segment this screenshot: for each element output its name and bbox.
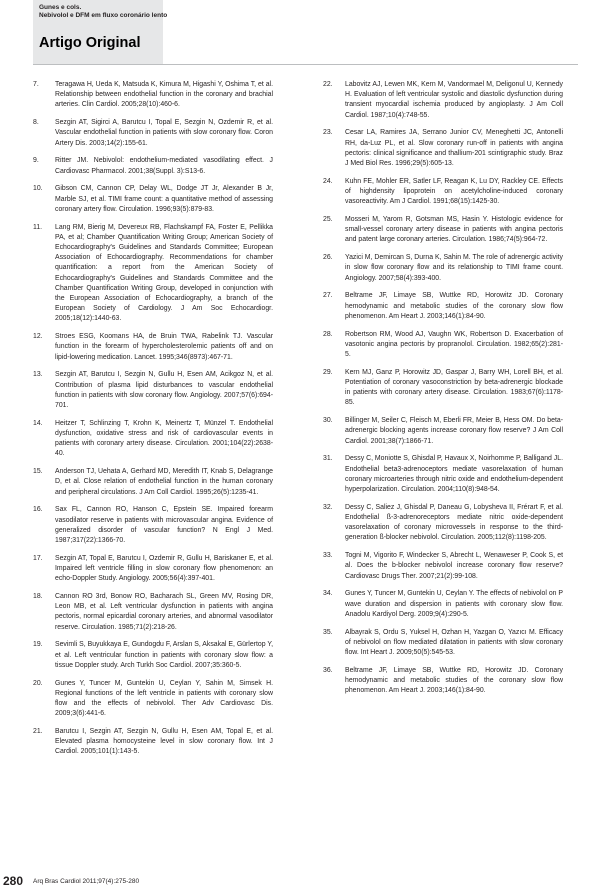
reference-text: Sezgin AT, Topal E, Barutcu I, Ozdemir R, Gullu H, Bariskaner E, et al. Impaired left ventricle filling in slow coronary flow phenomenon: an echo-Doppler Study. Angiology. 2005;56(4):397-401. [55, 554, 273, 583]
reference-item [33, 419, 273, 460]
reference-item [323, 128, 563, 169]
reference-item [33, 118, 273, 149]
reference-number: 16. [33, 506, 43, 514]
reference-number: 12. [33, 333, 43, 341]
reference-number: 10. [33, 185, 43, 193]
reference-text: Mosseri M, Yarom R, Gotsman MS, Hasin Y. Histologic evidence for small-vessel coronary artery disease in patients with angina pectoris and patent large coronary arteries. Circulation. 1986;74(5):964-72. [345, 216, 563, 244]
reference-number: 14. [33, 419, 43, 427]
reference-item [323, 666, 563, 697]
running-head-authors: Gunes e cols. [39, 4, 82, 11]
reference-text: Teragawa H, Ueda K, Matsuda K, Kimura M, Higashi Y, Oshima T, et al. Relationship between endothelial function in the coronary and brachial arteries. Clin Cardiol. 2005;28(10):460-6. [55, 81, 273, 109]
reference-text: Lang RM, Bierig M, Devereux RB, Flachskampf FA, Foster E, Pellikka PA, et al; Chamber Quantification Writing Group; American Society of Echocardiography's Guidelines and Standards Committee; European Association of Echocardiography. Recommendations for chamber quantification: a report from the American Society of Echocardiography's Guidelines and Standards Committee and the Chamber Quantification Writing Group, developed in conjunction with the European Association of Echocardiography, a branch of the European Society of Cardiology. J Am Soc Echocardiogr. 2005;18(12):1440-63. [55, 223, 273, 323]
reference-item [33, 727, 273, 758]
reference-number: 25. [323, 216, 333, 224]
reference-text: Kuhn FE, Mohler ER, Satler LF, Reagan K, Lu DY, Rackley CE. Effects of highdensity lipoprotein on acetylcholine-induced coronary vasoreactivity. Am J Cardiol. 1991;68(15):1425-30. [345, 177, 563, 206]
reference-text: Yazici M, Demircan S, Durna K, Sahin M. The role of adrenergic activity in slow flow coronary flow and its relationship to TIMI frame count. Angiology. 2007;58(4):393-400. [345, 254, 563, 282]
reference-number: 23. [323, 129, 333, 137]
references-right-column [323, 80, 563, 704]
reference-text: Heitzer T, Schlinzing T, Krohn K, Meinertz T, Münzel T. Endothelial dysfunction, oxidative stress and risk of cardiovascular events in patients with coronary artery disease. Circulation. 2001;104(22):2638-40. [55, 419, 273, 458]
reference-item [323, 177, 563, 208]
reference-text: Billinger M, Seiler C, Fleisch M, Eberli FR, Meier B, Hess OM. Do beta-adrenergic blocking agents increase coronary flow reserve? J Am Coll Cardiol. 2001;38(7):1866-71. [345, 417, 563, 445]
reference-item [323, 368, 563, 409]
reference-text: Dessy C, Saliez J, Ghisdal P, Daneau G, Lobysheva II, Frérart F, et al. Endothelial ß-3-adrenoreceptors mediate nitric oxide-dependent vasorelaxation of coronary microvessels in response to the third-generation ß-blocker nebivolol. Circulation. 2005;112(8):1198-205. [345, 503, 563, 542]
reference-number: 20. [33, 679, 43, 687]
reference-item [33, 592, 273, 633]
reference-item [33, 80, 273, 111]
reference-item [323, 551, 563, 582]
reference-item [323, 253, 563, 284]
reference-text: Sezgin AT, Sigirci A, Barutcu I, Topal E, Sezgin N, Ozdemir R, et al. Vascular endothelial function in patients with slow coronary flow. Coron Artery Dis. 2003;14(2):155-61. [55, 119, 273, 147]
reference-item [323, 454, 563, 495]
reference-text: Sezgin AT, Barutcu I, Sezgin N, Gullu H, Esen AM, Acikgoz N, et al. Contribution of plasma lipid disturbances to vascular endothelial function in patients with slow coronary flow. Angiology. 2007;57(6):694-701. [55, 371, 273, 410]
reference-item [323, 291, 563, 322]
reference-number: 18. [33, 593, 43, 601]
reference-number: 7. [33, 81, 39, 88]
reference-number: 35. [323, 628, 333, 636]
reference-number: 17. [33, 554, 43, 562]
page-margin [0, 0, 26, 891]
reference-number: 24. [323, 177, 333, 185]
reference-number: 26. [323, 254, 333, 262]
reference-item [33, 679, 273, 720]
reference-number: 32. [323, 503, 333, 511]
reference-number: 8. [33, 119, 39, 127]
reference-text: Beltrame JF, Limaye SB, Wuttke RD, Horowitz JD. Coronary hemodynamic and metabolic studies of the coronary slow flow phenomenon. Am Heart J. 2003;146(1):84-90. [345, 666, 563, 695]
section-title: Artigo Original [39, 35, 141, 51]
reference-number: 9. [33, 157, 39, 165]
reference-number: 34. [323, 590, 333, 598]
reference-item [33, 332, 273, 363]
reference-item [33, 640, 273, 671]
running-head-title: Nebivolol e DFM em fluxo coronário lento [39, 12, 168, 19]
reference-item [323, 80, 563, 121]
reference-text: Togni M, Vigorito F, Windecker S, Abrecht L, Wenaweser P, Cook S, et al. Does the b-blocker nebivolol increase coronary flow reserve? Cardiovasc Drugs Ther. 2007;21(2):99-108. [345, 552, 563, 580]
journal-citation: Arq Bras Cardiol 2011;97(4):275-280 [33, 878, 140, 885]
reference-item [323, 330, 563, 361]
reference-item [323, 628, 563, 659]
reference-number: 22. [323, 81, 333, 88]
reference-number: 21. [33, 728, 43, 736]
reference-text: Barutcu I, Sezgin AT, Sezgin N, Gullu H, Esen AM, Topal E, et al. Elevated plasma homocysteine level in slow coronary flow. Int J Cardiol. 2005;101(1):143-5. [55, 728, 273, 756]
reference-number: 28. [323, 330, 333, 338]
reference-item [323, 416, 563, 447]
reference-number: 19. [33, 641, 43, 649]
reference-item [33, 370, 273, 411]
reference-item [323, 589, 563, 620]
reference-text: Stroes ESG, Koomans HA, de Bruin TWA, Rabelink TJ. Vascular function in the forearm of hypercholesterolemic patients off and on lipid-lowering medication. Lancet. 1995;346(8973):467-71. [55, 333, 273, 361]
reference-number: 15. [33, 468, 43, 476]
references-left-column [33, 80, 273, 765]
reference-text: Beltrame JF, Limaye SB, Wuttke RD, Horowitz JD. Coronary hemodynamic and metabolic studies of the coronary slow flow phenomenon. Am Heart J. 2003;146(1):84-90. [345, 292, 563, 320]
reference-text: Gunes Y, Tuncer M, Guntekin U, Ceylan Y. The effects of nebivolol on P wave duration and dispersion in patients with coronary slow flow. Anadolu Kardiyol Derg. 2009;9(4):290-5. [345, 590, 563, 618]
reference-text: Anderson TJ, Uehata A, Gerhard MD, Meredith IT, Knab S, Delagrange D, et al. Close relation of endothelial function in the human coronary and peripheral circulations. J Am Coll Cardiol. 1995;26(5):1235-41. [55, 468, 273, 496]
reference-text: Albayrak S, Ordu S, Yuksel H, Ozhan H, Yazgan O, Yazıcı M. Efficacy of nebivolol on flow mediated dilatation in patients with slow coronary flow. Int Heart J. 2009;50(5):545-53. [345, 628, 563, 657]
reference-text: Gunes Y, Tuncer M, Guntekin U, Ceylan Y, Sahin M, Simsek H. Regional functions of the left ventricle in patients with coronary slow flow and the effects of nebivolol. Ther Adv Cardiovasc Dis. 2009;3(6):441-6. [55, 679, 273, 718]
reference-number: 33. [323, 552, 333, 560]
page-number: 280 [3, 874, 24, 888]
reference-text: Cesar LA, Ramires JA, Serrano Junior CV, Meneghetti JC, Antonelli RH, da-Luz PL, et al. Slow coronary run-off in patients with angina pectoris: clinical significance and thallium-201 scintigraphic study. Braz J Med Biol Res. 1996;29(5):605-13. [345, 129, 563, 168]
reference-item [323, 215, 563, 246]
reference-text: Cannon RO 3rd, Bonow RO, Bacharach SL, Green MV, Rosing DR, Leon MB, et al. Left ventricular dysfunction in patients with angina pectoris, normal epicardial coronary arteries, and abnormal vasodilator reserve. Circulation. 1985;71(2):218-26. [55, 593, 273, 631]
reference-item [33, 156, 273, 176]
reference-number: 27. [323, 292, 333, 300]
reference-text: Kern MJ, Ganz P, Horowitz JD, Gaspar J, Barry WH, Lorell BH, et al. Potentiation of coronary vasoconstriction by beta-adrenergic blockade in patients with coronary artery disease. Circulation. 1983;67(6):1178-85. [345, 368, 563, 407]
reference-item [33, 184, 273, 215]
reference-item [33, 467, 273, 498]
reference-number: 13. [33, 371, 43, 379]
reference-number: 30. [323, 417, 333, 425]
reference-item [33, 505, 273, 546]
reference-text: Sevimli S, Buyukkaya E, Gundogdu F, Arslan S, Aksakal E, Gürlertop Y, et al. Left ventricular function in patients with coronary slow flow: a tissue Doppler study. Arch Turkh Soc Cardiol. 2007;35:360-5. [55, 641, 273, 669]
header-divider [33, 64, 578, 65]
reference-text: Labovitz AJ, Lewen MK, Kern M, Vandormael M, Deligonul U, Kennedy H. Evaluation of left ventricular systolic and diastolic dysfunction during transient myocardial ischemia produced by angioplasty. J Am Coll Cardiol. 1987;10(4):748-55. [345, 81, 563, 119]
reference-item [33, 554, 273, 585]
reference-number: 29. [323, 368, 333, 376]
reference-text: Robertson RM, Wood AJ, Vaughn WK, Robertson D. Exacerbation of vasotonic angina pectoris by propranolol. Circulation. 1982;65(2):281-5. [345, 330, 563, 359]
reference-text: Ritter JM. Nebivolol: endothelium-mediated vasodilating effect. J Cardiovasc Pharmacol. 2001;38(Suppl. 3):S13-6. [55, 157, 273, 175]
reference-number: 11. [33, 223, 43, 231]
reference-item [33, 223, 273, 325]
reference-number: 31. [323, 455, 333, 463]
reference-text: Sax FL, Cannon RO, Hanson C, Epstein SE. Impaired forearm vasodilator reserve in patients with microvascular angina. Evidence of generalized disorder of vascular function? N Engl J Med. 1987;317(22):1366-70. [55, 506, 273, 545]
reference-text: Dessy C, Moniotte S, Ghisdal P, Havaux X, Noirhomme P, Balligand JL. Endothelial beta3-adrenoceptors mediate vasorelaxation of human coronary microarteries through nitric oxide and endothelium-dependent hyperpolarization. Circulation. 2004;110(8):948-54. [345, 455, 563, 494]
reference-number: 36. [323, 666, 333, 674]
reference-text: Gibson CM, Cannon CP, Delay WL, Dodge JT Jr, Alexander B Jr, Marble SJ, et al. TIMI frame count: a quantitative method of assessing coronary artery flow. Circulation. 1996;93(5):879-83. [55, 185, 273, 213]
reference-item [323, 503, 563, 544]
